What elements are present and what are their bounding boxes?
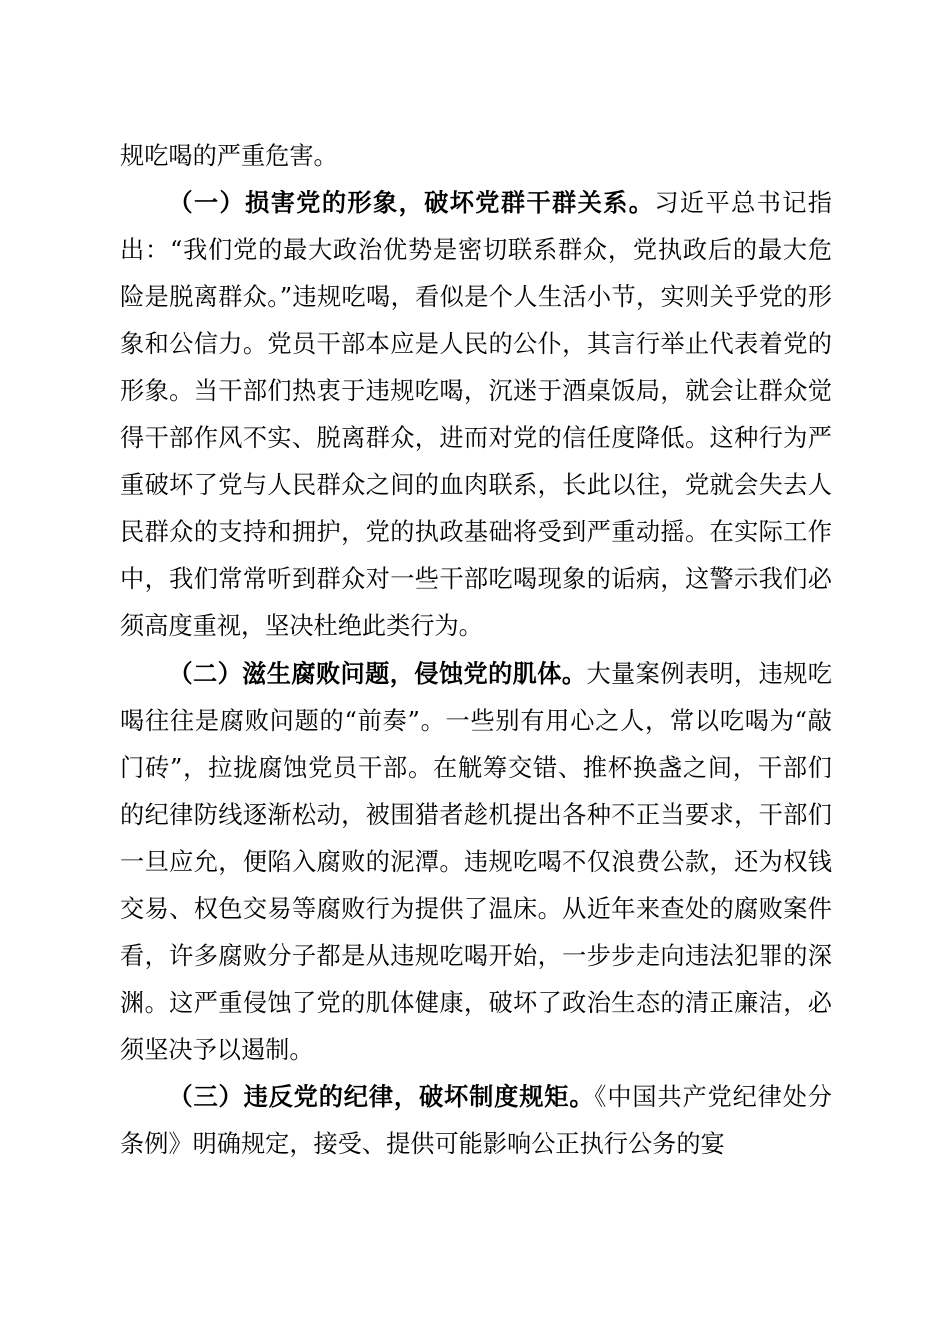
paragraph-text: 《中国共产党纪律处分条例》明确规定，接受、提供可能影响公正执行公务的宴	[120, 1082, 832, 1158]
document-page	[120, 133, 832, 1168]
paragraph-text: 习近平总书记指出：“我们党的最大政治优势是密切联系群众，党执政后的最大危险是脱离群众。”违规吃喝，看似是个人生活小节，实则关乎党的形象和公信力。党员干部本应是人民的公仆，其言行举止代表着党的形象。当干部们热衷于违规吃喝，沉迷于酒桌饭局，就会让群众觉得干部作风不实、脱离群众，进而对党的信任度降低。这种行为严重破坏了党与人民群众之间的血肉联系，长此以往，党就会失去人民群众的支持和拥护，党的执政基础将受到严重动摇。在实际工作中，我们常常听到群众对一些干部吃喝现象的诟病，这警示我们必须高度重视，坚决杜绝此类行为。	[120, 189, 832, 641]
paragraph-section-2	[120, 651, 832, 1074]
paragraph-continuation	[120, 133, 832, 180]
section-heading-3: （三）违反党的纪律，破坏制度规矩。	[168, 1082, 595, 1111]
paragraph-section-1	[120, 180, 832, 650]
paragraph-text: 大量案例表明，违规吃喝往往是腐败问题的“前奏”。一些别有用心之人，常以吃喝为“敲门砖”，拉拢腐蚀党员干部。在觥筹交错、推杯换盏之间，干部们的纪律防线逐渐松动，被围猎者趁机提出各种不正当要求，干部们一旦应允，便陷入腐败的泥潭。违规吃喝不仅浪费公款，还为权钱交易、权色交易等腐败行为提供了温床。从近年来查处的腐败案件看，许多腐败分子都是从违规吃喝开始，一步步走向违法犯罪的深渊。这严重侵蚀了党的肌体健康，破坏了政治生态的清正廉洁，必须坚决予以遏制。	[120, 659, 832, 1064]
section-heading-1: （一）损害党的形象，破坏党群干群关系。	[168, 189, 655, 218]
paragraph-text: 规吃喝的严重危害。	[120, 142, 338, 170]
paragraph-section-3	[120, 1074, 832, 1168]
section-heading-2: （二）滋生腐败问题，侵蚀党的肌体。	[168, 659, 587, 688]
